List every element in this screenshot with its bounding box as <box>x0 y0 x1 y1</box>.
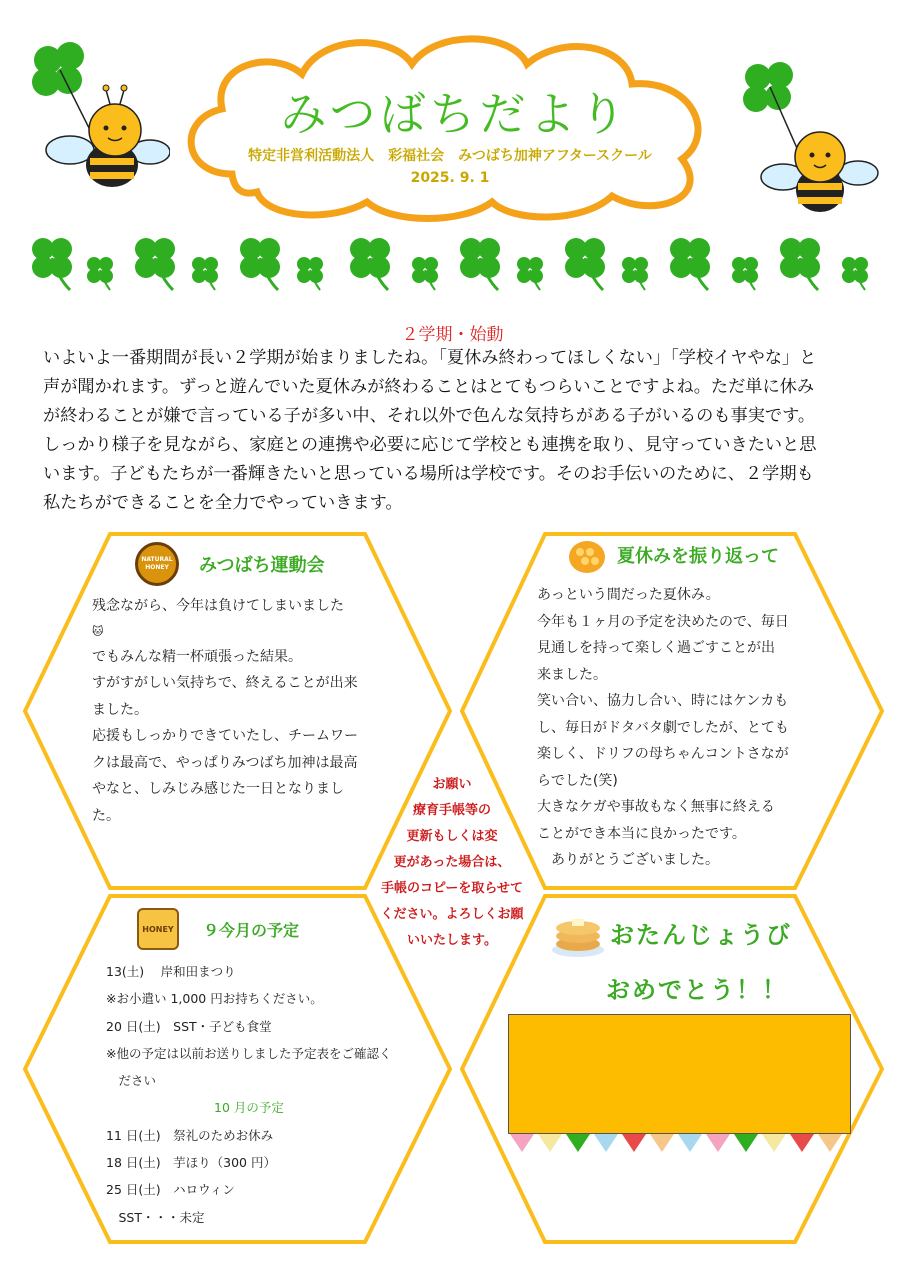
pancake-icon <box>550 910 606 960</box>
schedule-title: ９今月の予定 <box>203 921 300 940</box>
sports-day-title: みつばち運動会 <box>199 555 325 576</box>
intro-line: 声が聞かれます。ずっと遊んでいた夏休みが終わることはとてもつらいことですよね。ただ単に休み <box>43 377 815 397</box>
text-line: ました。 <box>92 701 148 718</box>
text-line: ありがとうございました。 <box>537 852 719 868</box>
intro-line: います。子どもたちが一番輝きたいと思っている場所は学校です。そのお手伝いのために、２学期も <box>43 464 814 484</box>
cat-emoji-icon: 🐱 <box>92 624 104 638</box>
birthday-heading-line1: おたんじょうび <box>610 921 792 949</box>
notice-line: ください。よろしくお願 <box>380 907 524 922</box>
text-line: クは最高で、やっぱりみつばち加神は最高 <box>92 754 358 771</box>
schedule-item: ※他の予定は以前お送りしました予定表をご確認く <box>106 1045 392 1061</box>
schedule-list <box>106 958 406 1231</box>
text-line: た。 <box>92 807 120 824</box>
text-line: 来ました。 <box>537 666 607 683</box>
text-line: あっという間だった夏休み。 <box>537 587 720 603</box>
schedule-item: 20 日(土) SST・子ども食堂 <box>106 1018 272 1034</box>
text-line: 楽しく、ドリフの母ちゃんコントさなが <box>537 746 789 762</box>
text-line: 見通しを持って楽しく過ごすことが出 <box>537 640 775 656</box>
schedule-item: ださい <box>106 1073 157 1089</box>
schedule-item: 13(土) 岸和田まつり <box>106 964 236 979</box>
notice-line: いいたします。 <box>407 933 497 948</box>
intro-paragraph <box>43 344 869 518</box>
clover-border-decoration <box>20 228 885 308</box>
issue-date: 2025. 9. 1 <box>410 170 490 186</box>
text-line: でもみんな精一杯頑張った結果。 <box>92 648 302 665</box>
intro-line: しっかり様子を見ながら、家庭との連携や必要に応じて学校とも連携を取り、見守っていきたいと思 <box>43 435 817 455</box>
clover-balloon-icon <box>32 42 95 140</box>
october-heading: 10 月の予定 <box>214 1100 284 1116</box>
honey-badge-icon <box>135 542 179 586</box>
intro-line: が終わることが嫌で言っている子が多い中、それ以外で色んな気持ちがある子がいるのも事実です。 <box>43 406 816 426</box>
bee-right-illustration <box>738 55 888 225</box>
request-notice <box>376 772 528 954</box>
schedule-item: SST・・・未定 <box>106 1209 205 1225</box>
text-line: 残念ながら、今年は負けてしまいました <box>92 598 344 614</box>
text-line: 大きなケガや事故もなく無事に終える <box>537 799 775 815</box>
summer-text <box>537 582 837 874</box>
text-line: 笑い合い、協力し合い、時にはケンカも <box>537 693 789 709</box>
badge-label: NATURAL HONEY <box>141 556 173 571</box>
bee-left-illustration <box>20 30 170 200</box>
notice-line: 手帳のコピーを取らせて <box>380 881 524 896</box>
badge-label: HONEY <box>142 924 174 934</box>
schedule-item: 18 日(土) 芋ほり（300 円） <box>106 1155 276 1171</box>
notice-line: 療育手帳等の <box>412 803 491 818</box>
honey-jar-badge-icon <box>137 908 179 950</box>
intro-heading: ２学期・始動 <box>401 325 504 345</box>
text-line: らでした(笑) <box>537 772 618 789</box>
organization-name: 特定非営利活動法人 彩福社会 みつばち加神アフタースクール <box>248 148 652 164</box>
text-line: すがすがしい気持ちで、終えることが出来 <box>92 675 358 691</box>
intro-line: いよいよ一番期間が長い２学期が始まりましたね。「夏休み終わってほしくない」「学校イヤやな」と <box>43 348 817 368</box>
summer-title: 夏休みを振り返って <box>617 546 779 567</box>
birthday-name-box <box>508 1014 851 1134</box>
schedule-item: 11 日(土) 祭礼のためお休み <box>106 1127 274 1143</box>
text-line: し、毎日がドタバタ劇でしたが、とても <box>537 719 789 736</box>
notice-line: お願い <box>432 777 472 792</box>
newsletter-title: みつばちだより <box>280 87 630 141</box>
text-line: やなと、しみじみ感じた一日となりまし <box>92 781 344 797</box>
notice-line: 更があった場合は、 <box>393 855 511 870</box>
text-line: 今年も１ヶ月の予定を決めたので、毎日 <box>537 613 789 630</box>
sports-day-text <box>92 593 392 829</box>
intro-line: 私たちができることを全力でやっていきます。 <box>43 493 403 513</box>
notice-line: 更新もしくは変 <box>406 829 498 844</box>
birthday-heading-line2: おめでとう！！ <box>606 976 788 1004</box>
schedule-item: ※お小遣い 1,000 円お持ちください。 <box>106 991 323 1007</box>
text-line: 応援もしっかりできていたし、チームワー <box>92 728 358 744</box>
text-line: ことができ本当に良かったです。 <box>537 825 746 842</box>
schedule-item: 25 日(土) ハロウィン <box>106 1182 235 1198</box>
honeycomb-icon <box>568 540 606 574</box>
clover-balloon-icon <box>743 62 800 155</box>
bunting-decoration <box>508 1134 851 1156</box>
